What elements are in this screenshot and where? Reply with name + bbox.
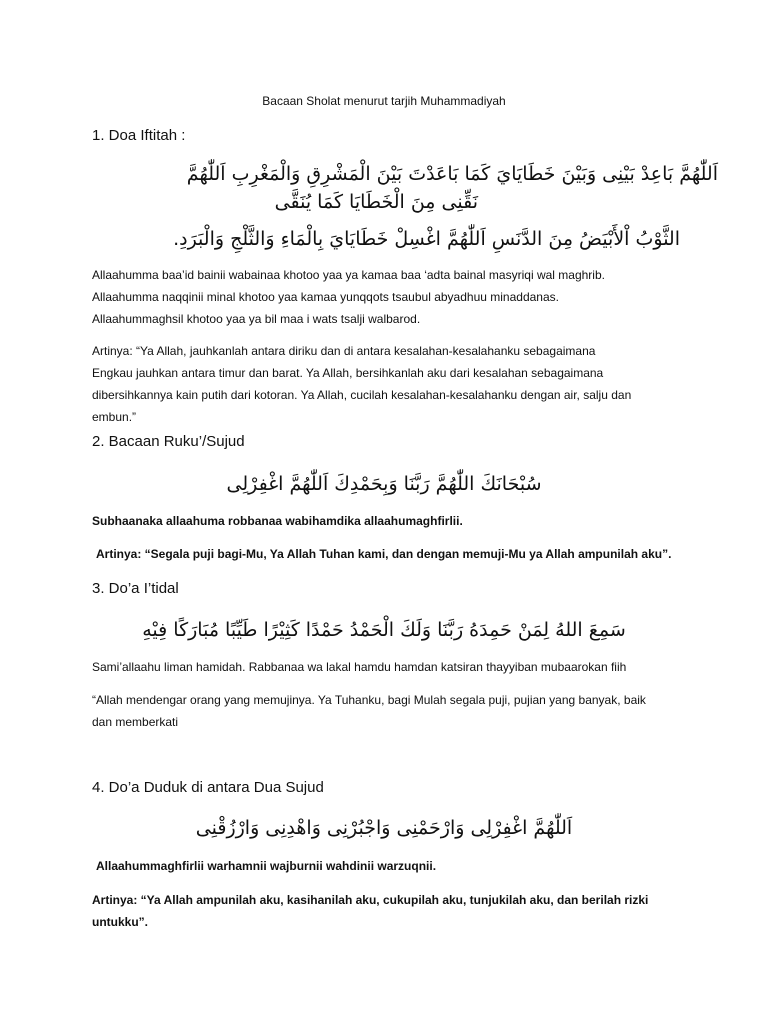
translation-line: Artinya: “Ya Allah, jauhkanlah antara diriku dan di antara kesalahan-kesalahanku sebagaimana [92,344,596,358]
translation-line: dibersihkannya kain putih dari kotoran. Ya Allah, cucilah kesalahan-kesalahanku dengan air, salju dan [92,388,632,402]
translation-line: embun.” [92,410,137,424]
translation-itidal [92,689,682,733]
arabic-text-itidal: سَمِعَ اللهُ لِمَنْ حَمِدَهُ رَبَّنَا وَلَكَ الْحَمْدُ حَمْدًا كَثِيْرًا طَيِّبًا مُبَارَكًا فِيْهِ [142,619,626,641]
translation-line: dan memberkati [92,715,179,729]
translation-iftitah [92,340,692,428]
arabic-text-iftitah-line-3: الثَّوْبُ اْلأَبْيَضُ مِنَ الدَّنَسِ اَللّٰهُمَّ اغْسِلْ خَطَايَايَ بِالْمَاءِ وَالثَّلْجِ وَالْبَرَدِ. [173,228,680,250]
transliteration-itidal: Sami’allaahu liman hamidah. Rabbanaa wa lakal hamdu hamdan katsiran thayyiban mubaarokan fiih [92,660,627,674]
translation-line: “Allah mendengar orang yang memujinya. Ya Tuhanku, bagi Mulah segala puji, pujian yang banyak, baik [92,693,646,707]
translation-line: Artinya: “Ya Allah ampunilah aku, kasihanilah aku, cukupilah aku, tunjukilah aku, dan berilah rizki [92,893,649,907]
transliteration-line: Allaahummaghsil khotoo yaa ya bil maa i wats tsalji walbarod. [92,312,421,326]
section-heading-ruku-sujud: 2. Bacaan Ruku’/Sujud [92,433,245,450]
document-title: Bacaan Sholat menurut tarjih Muhammadiyah [262,94,506,108]
translation-line: Engkau jauhkan antara timur dan barat. Ya Allah, bersihkanlah aku dari kesalahan sebagaimana [92,366,604,380]
section-heading-iftitah: 1. Doa Iftitah : [92,127,186,144]
section-heading-itidal: 3. Do’a I’tidal [92,580,179,597]
translation-ruku-sujud: Artinya: “Segala puji bagi-Mu, Ya Allah Tuhan kami, dan dengan memuji-Mu ya Allah ampunilah aku”. [96,547,672,561]
transliteration-iftitah [92,264,692,330]
transliteration-line: Allaahumma baa’id bainii wabainaa khotoo yaa ya kamaa baa ‘adta bainal masyriqi wal maghrib. [92,268,605,282]
translation-line: untukku”. [92,915,148,929]
arabic-text-duduk: اَللّٰهُمَّ اغْفِرْلِى وَارْحَمْنِى وَاجْبُرْنِى وَاهْدِنِى وَارْزُقْنِى [195,817,573,839]
arabic-text-iftitah-line-1: اَللّٰهُمَّ بَاعِدْ بَيْنِى وَبَيْنَ خَطَايَايَ كَمَا بَاعَدْتَ بَيْنَ الْمَشْرِقِ وَالْمَغْرِبِ اَللّٰهُمَّ [186,163,718,185]
arabic-text-ruku-sujud: سُبْحَانَكَ اللّٰهُمَّ رَبَّنَا وَبِحَمْدِكَ اَللّٰهُمَّ اغْفِرْلِى [226,473,542,495]
transliteration-duduk: Allaahummaghfirlii warhamnii wajburnii wahdinii warzuqnii. [96,859,437,873]
arabic-text-iftitah-line-2: نَقِّنِى مِنَ الْخَطَايَا كَمَا يُنَقَّى [274,191,478,213]
translation-duduk [92,889,682,933]
section-heading-duduk: 4. Do’a Duduk di antara Dua Sujud [92,779,324,796]
transliteration-line: Allaahumma naqqinii minal khotoo yaa kamaa yunqqots tsaubul abyadhuu minaddanas. [92,290,559,304]
transliteration-ruku-sujud: Subhaanaka allaahuma robbanaa wabihamdika allaahumaghfirlii. [92,514,463,528]
